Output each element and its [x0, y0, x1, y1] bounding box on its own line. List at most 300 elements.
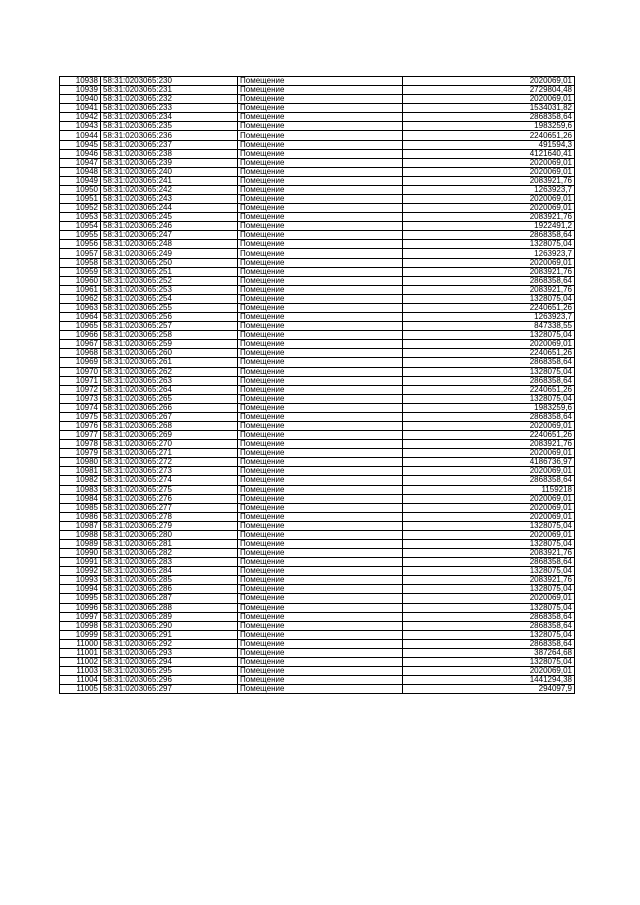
cadastral-value-cell: 2083921,76	[403, 285, 575, 294]
cadastral-value-cell: 2240651,26	[403, 385, 575, 394]
cadastral-value-cell: 2020069,01	[403, 158, 575, 167]
row-number-cell: 11004	[60, 676, 101, 685]
cadastral-value-cell: 2240651,26	[403, 431, 575, 440]
object-type-cell: Помещение	[238, 122, 403, 131]
table-row	[60, 104, 575, 113]
row-number-cell: 10996	[60, 603, 101, 612]
cadastral-value-cell: 2868358,64	[403, 476, 575, 485]
row-number-cell: 11003	[60, 667, 101, 676]
table-row	[60, 231, 575, 240]
row-number-cell: 10948	[60, 167, 101, 176]
cadastral-number-cell: 58:31:0203065:289	[101, 612, 238, 621]
object-type-cell: Помещение	[238, 576, 403, 585]
object-type-cell: Помещение	[238, 594, 403, 603]
table-row	[60, 485, 575, 494]
table-row	[60, 603, 575, 612]
cadastral-value-cell: 2868358,64	[403, 612, 575, 621]
cadastral-number-cell: 58:31:0203065:247	[101, 231, 238, 240]
row-number-cell: 11001	[60, 648, 101, 657]
row-number-cell: 10987	[60, 521, 101, 530]
table-row	[60, 95, 575, 104]
cadastral-number-cell: 58:31:0203065:262	[101, 367, 238, 376]
row-number-cell: 10992	[60, 567, 101, 576]
cadastral-value-cell: 2240651,26	[403, 131, 575, 140]
cadastral-value-cell: 2020069,01	[403, 204, 575, 213]
cadastral-value-cell: 4121640,41	[403, 149, 575, 158]
object-type-cell: Помещение	[238, 521, 403, 530]
table-row	[60, 431, 575, 440]
cadastral-value-cell: 1328075,04	[403, 585, 575, 594]
cadastral-number-cell: 58:31:0203065:231	[101, 86, 238, 95]
table-row	[60, 167, 575, 176]
cadastral-number-cell: 58:31:0203065:264	[101, 385, 238, 394]
object-type-cell: Помещение	[238, 167, 403, 176]
cadastral-number-cell: 58:31:0203065:253	[101, 285, 238, 294]
object-type-cell: Помещение	[238, 86, 403, 95]
table-row	[60, 349, 575, 358]
row-number-cell: 10941	[60, 104, 101, 113]
row-number-cell: 11002	[60, 658, 101, 667]
object-type-cell: Помещение	[238, 431, 403, 440]
row-number-cell: 10950	[60, 185, 101, 194]
table-row	[60, 303, 575, 312]
table-row	[60, 530, 575, 539]
row-number-cell: 10940	[60, 95, 101, 104]
row-number-cell: 10973	[60, 394, 101, 403]
cadastral-number-cell: 58:31:0203065:297	[101, 685, 238, 694]
object-type-cell: Помещение	[238, 558, 403, 567]
object-type-cell: Помещение	[238, 630, 403, 639]
table-row	[60, 276, 575, 285]
cadastral-value-cell: 2020069,01	[403, 195, 575, 204]
cadastral-value-cell: 1328075,04	[403, 603, 575, 612]
table-row	[60, 77, 575, 86]
cadastral-value-cell: 2020069,01	[403, 512, 575, 521]
object-type-cell: Помещение	[238, 113, 403, 122]
cadastral-number-cell: 58:31:0203065:242	[101, 185, 238, 194]
cadastral-value-cell: 2020069,01	[403, 594, 575, 603]
table-row	[60, 140, 575, 149]
table-row	[60, 267, 575, 276]
table-row	[60, 122, 575, 131]
cadastral-value-cell: 1922491,2	[403, 222, 575, 231]
row-number-cell: 10975	[60, 412, 101, 421]
cadastral-number-cell: 58:31:0203065:243	[101, 195, 238, 204]
row-number-cell: 10942	[60, 113, 101, 122]
cadastral-number-cell: 58:31:0203065:236	[101, 131, 238, 140]
cadastral-value-cell: 2083921,76	[403, 576, 575, 585]
object-type-cell: Помещение	[238, 213, 403, 222]
cadastral-value-cell: 2083921,76	[403, 176, 575, 185]
cadastral-number-cell: 58:31:0203065:263	[101, 376, 238, 385]
table-row	[60, 131, 575, 140]
object-type-cell: Помещение	[238, 467, 403, 476]
cadastral-number-cell: 58:31:0203065:281	[101, 539, 238, 548]
object-type-cell: Помещение	[238, 585, 403, 594]
table-row	[60, 213, 575, 222]
object-type-cell: Помещение	[238, 95, 403, 104]
object-type-cell: Помещение	[238, 204, 403, 213]
object-type-cell: Помещение	[238, 149, 403, 158]
object-type-cell: Помещение	[238, 621, 403, 630]
cadastral-value-cell: 1263923,7	[403, 313, 575, 322]
table-row	[60, 376, 575, 385]
row-number-cell: 10979	[60, 449, 101, 458]
cadastral-value-cell: 2020069,01	[403, 421, 575, 430]
row-number-cell: 10977	[60, 431, 101, 440]
cadastral-number-cell: 58:31:0203065:274	[101, 476, 238, 485]
cadastral-number-cell: 58:31:0203065:291	[101, 630, 238, 639]
cadastral-number-cell: 58:31:0203065:292	[101, 639, 238, 648]
table-row	[60, 558, 575, 567]
row-number-cell: 10990	[60, 549, 101, 558]
cadastral-value-cell: 1983259,6	[403, 122, 575, 131]
table-row	[60, 449, 575, 458]
table-row	[60, 630, 575, 639]
object-type-cell: Помещение	[238, 440, 403, 449]
table-row	[60, 412, 575, 421]
table-row	[60, 149, 575, 158]
cadastral-number-cell: 58:31:0203065:240	[101, 167, 238, 176]
cadastral-number-cell: 58:31:0203065:285	[101, 576, 238, 585]
object-type-cell: Помещение	[238, 131, 403, 140]
row-number-cell: 10963	[60, 303, 101, 312]
cadastral-value-cell: 2083921,76	[403, 267, 575, 276]
cadastral-number-cell: 58:31:0203065:279	[101, 521, 238, 530]
cadastral-number-cell: 58:31:0203065:230	[101, 77, 238, 86]
cadastral-number-cell: 58:31:0203065:261	[101, 358, 238, 367]
row-number-cell: 10974	[60, 403, 101, 412]
cadastral-number-cell: 58:31:0203065:257	[101, 322, 238, 331]
table-row	[60, 685, 575, 694]
cadastral-value-cell: 1328075,04	[403, 394, 575, 403]
cadastral-value-cell: 4186736,97	[403, 458, 575, 467]
row-number-cell: 11000	[60, 639, 101, 648]
row-number-cell: 10999	[60, 630, 101, 639]
table-row	[60, 648, 575, 657]
cadastral-number-cell: 58:31:0203065:288	[101, 603, 238, 612]
row-number-cell: 10957	[60, 249, 101, 258]
row-number-cell: 10978	[60, 440, 101, 449]
table-row	[60, 621, 575, 630]
cadastral-value-cell: 2868358,64	[403, 639, 575, 648]
cadastral-number-cell: 58:31:0203065:278	[101, 512, 238, 521]
cadastral-value-cell: 2020069,01	[403, 77, 575, 86]
table-row	[60, 494, 575, 503]
cadastral-value-cell: 2868358,64	[403, 358, 575, 367]
table-row	[60, 585, 575, 594]
object-type-cell: Помещение	[238, 285, 403, 294]
row-number-cell: 10971	[60, 376, 101, 385]
object-type-cell: Помещение	[238, 294, 403, 303]
cadastral-value-cell: 2868358,64	[403, 113, 575, 122]
cadastral-number-cell: 58:31:0203065:255	[101, 303, 238, 312]
cadastral-value-cell: 387264,68	[403, 648, 575, 657]
row-number-cell: 10961	[60, 285, 101, 294]
row-number-cell: 10939	[60, 86, 101, 95]
row-number-cell: 10964	[60, 313, 101, 322]
row-number-cell: 10944	[60, 131, 101, 140]
object-type-cell: Помещение	[238, 403, 403, 412]
cadastral-number-cell: 58:31:0203065:267	[101, 412, 238, 421]
cadastral-number-cell: 58:31:0203065:259	[101, 340, 238, 349]
cadastral-number-cell: 58:31:0203065:295	[101, 667, 238, 676]
cadastral-number-cell: 58:31:0203065:251	[101, 267, 238, 276]
row-number-cell: 10993	[60, 576, 101, 585]
table-row	[60, 249, 575, 258]
cadastral-value-cell: 1159218	[403, 485, 575, 494]
cadastral-number-cell: 58:31:0203065:254	[101, 294, 238, 303]
row-number-cell: 10983	[60, 485, 101, 494]
row-number-cell: 10945	[60, 140, 101, 149]
object-type-cell: Помещение	[238, 539, 403, 548]
table-row	[60, 394, 575, 403]
cadastral-value-cell: 2020069,01	[403, 494, 575, 503]
cadastral-number-cell: 58:31:0203065:284	[101, 567, 238, 576]
object-type-cell: Помещение	[238, 494, 403, 503]
cadastral-number-cell: 58:31:0203065:244	[101, 204, 238, 213]
cadastral-number-cell: 58:31:0203065:248	[101, 240, 238, 249]
cadastral-value-cell: 1328075,04	[403, 521, 575, 530]
table-row	[60, 512, 575, 521]
cadastral-value-cell: 2020069,01	[403, 530, 575, 539]
row-number-cell: 10991	[60, 558, 101, 567]
object-type-cell: Помещение	[238, 385, 403, 394]
cadastral-value-cell: 2083921,76	[403, 213, 575, 222]
object-type-cell: Помещение	[238, 685, 403, 694]
row-number-cell: 10997	[60, 612, 101, 621]
row-number-cell: 10972	[60, 385, 101, 394]
row-number-cell: 10949	[60, 176, 101, 185]
cadastral-number-cell: 58:31:0203065:258	[101, 331, 238, 340]
cadastral-number-cell: 58:31:0203065:294	[101, 658, 238, 667]
object-type-cell: Помещение	[238, 394, 403, 403]
table-row	[60, 113, 575, 122]
table-row	[60, 86, 575, 95]
table-body	[60, 77, 575, 694]
cadastral-number-cell: 58:31:0203065:234	[101, 113, 238, 122]
cadastral-value-cell: 491594,3	[403, 140, 575, 149]
cadastral-value-cell: 2868358,64	[403, 621, 575, 630]
table-row	[60, 667, 575, 676]
row-number-cell: 10980	[60, 458, 101, 467]
object-type-cell: Помещение	[238, 612, 403, 621]
object-type-cell: Помещение	[238, 512, 403, 521]
table-row	[60, 331, 575, 340]
row-number-cell: 10968	[60, 349, 101, 358]
object-type-cell: Помещение	[238, 195, 403, 204]
table-row	[60, 440, 575, 449]
cadastral-number-cell: 58:31:0203065:283	[101, 558, 238, 567]
object-type-cell: Помещение	[238, 322, 403, 331]
cadastral-number-cell: 58:31:0203065:269	[101, 431, 238, 440]
cadastral-number-cell: 58:31:0203065:271	[101, 449, 238, 458]
cadastral-number-cell: 58:31:0203065:275	[101, 485, 238, 494]
object-type-cell: Помещение	[238, 421, 403, 430]
cadastral-number-cell: 58:31:0203065:237	[101, 140, 238, 149]
cadastral-value-cell: 2020069,01	[403, 95, 575, 104]
row-number-cell: 10951	[60, 195, 101, 204]
object-type-cell: Помещение	[238, 376, 403, 385]
row-number-cell: 10988	[60, 530, 101, 539]
cadastral-value-cell: 2020069,01	[403, 467, 575, 476]
cadastral-value-cell: 1328075,04	[403, 567, 575, 576]
object-type-cell: Помещение	[238, 231, 403, 240]
cadastral-value-cell: 2868358,64	[403, 276, 575, 285]
table-row	[60, 367, 575, 376]
object-type-cell: Помещение	[238, 458, 403, 467]
cadastral-value-cell: 1328075,04	[403, 240, 575, 249]
table-row	[60, 612, 575, 621]
table-row	[60, 185, 575, 194]
cadastral-value-cell: 1983259,6	[403, 403, 575, 412]
cadastral-value-cell: 1328075,04	[403, 367, 575, 376]
cadastral-number-cell: 58:31:0203065:272	[101, 458, 238, 467]
cadastral-number-cell: 58:31:0203065:232	[101, 95, 238, 104]
object-type-cell: Помещение	[238, 185, 403, 194]
cadastral-number-cell: 58:31:0203065:282	[101, 549, 238, 558]
table-row	[60, 467, 575, 476]
cadastral-number-cell: 58:31:0203065:238	[101, 149, 238, 158]
row-number-cell: 10998	[60, 621, 101, 630]
row-number-cell: 10994	[60, 585, 101, 594]
object-type-cell: Помещение	[238, 367, 403, 376]
table-row	[60, 313, 575, 322]
cadastral-value-cell: 1534031,82	[403, 104, 575, 113]
table-row	[60, 676, 575, 685]
cadastral-number-cell: 58:31:0203065:296	[101, 676, 238, 685]
row-number-cell: 10982	[60, 476, 101, 485]
row-number-cell: 10938	[60, 77, 101, 86]
row-number-cell: 10965	[60, 322, 101, 331]
cadastral-value-cell: 2020069,01	[403, 167, 575, 176]
object-type-cell: Помещение	[238, 313, 403, 322]
row-number-cell: 10981	[60, 467, 101, 476]
table-row	[60, 458, 575, 467]
table-row	[60, 222, 575, 231]
row-number-cell: 10986	[60, 512, 101, 521]
row-number-cell: 10985	[60, 503, 101, 512]
row-number-cell: 10955	[60, 231, 101, 240]
row-number-cell: 10970	[60, 367, 101, 376]
table-row	[60, 158, 575, 167]
table-row	[60, 476, 575, 485]
object-type-cell: Помещение	[238, 412, 403, 421]
object-type-cell: Помещение	[238, 77, 403, 86]
cadastral-number-cell: 58:31:0203065:280	[101, 530, 238, 539]
cadastral-number-cell: 58:31:0203065:246	[101, 222, 238, 231]
object-type-cell: Помещение	[238, 249, 403, 258]
table-row	[60, 549, 575, 558]
cadastral-number-cell: 58:31:0203065:239	[101, 158, 238, 167]
cadastral-number-cell: 58:31:0203065:287	[101, 594, 238, 603]
object-type-cell: Помещение	[238, 240, 403, 249]
cadastral-value-cell: 2020069,01	[403, 258, 575, 267]
table-row	[60, 322, 575, 331]
cadastral-value-cell: 847338,55	[403, 322, 575, 331]
table-row	[60, 258, 575, 267]
row-number-cell: 10995	[60, 594, 101, 603]
cadastral-value-cell: 2083921,76	[403, 440, 575, 449]
row-number-cell: 10956	[60, 240, 101, 249]
cadastral-value-cell: 2083921,76	[403, 549, 575, 558]
object-type-cell: Помещение	[238, 667, 403, 676]
table-row	[60, 503, 575, 512]
cadastral-number-cell: 58:31:0203065:266	[101, 403, 238, 412]
table-row	[60, 294, 575, 303]
cadastral-number-cell: 58:31:0203065:245	[101, 213, 238, 222]
cadastral-value-cell: 2240651,26	[403, 303, 575, 312]
cadastral-number-cell: 58:31:0203065:260	[101, 349, 238, 358]
object-type-cell: Помещение	[238, 485, 403, 494]
cadastral-value-cell: 2868358,64	[403, 231, 575, 240]
object-type-cell: Помещение	[238, 104, 403, 113]
cadastral-number-cell: 58:31:0203065:277	[101, 503, 238, 512]
object-type-cell: Помещение	[238, 658, 403, 667]
cadastral-value-cell: 1328075,04	[403, 331, 575, 340]
table-row	[60, 576, 575, 585]
table-row	[60, 639, 575, 648]
cadastral-number-cell: 58:31:0203065:286	[101, 585, 238, 594]
object-type-cell: Помещение	[238, 349, 403, 358]
cadastral-number-cell: 58:31:0203065:249	[101, 249, 238, 258]
cadastral-value-cell: 1328075,04	[403, 630, 575, 639]
row-number-cell: 10947	[60, 158, 101, 167]
object-type-cell: Помещение	[238, 340, 403, 349]
cadastral-value-cell: 2240651,26	[403, 349, 575, 358]
table-row	[60, 403, 575, 412]
cadastral-number-cell: 58:31:0203065:293	[101, 648, 238, 657]
object-type-cell: Помещение	[238, 140, 403, 149]
cadastral-value-cell: 1441294,38	[403, 676, 575, 685]
cadastral-value-cell: 294097,9	[403, 685, 575, 694]
row-number-cell: 10959	[60, 267, 101, 276]
cadastral-number-cell: 58:31:0203065:290	[101, 621, 238, 630]
object-type-cell: Помещение	[238, 258, 403, 267]
cadastral-value-cell: 2020069,01	[403, 667, 575, 676]
row-number-cell: 10976	[60, 421, 101, 430]
cadastral-value-cell: 2020069,01	[403, 340, 575, 349]
row-number-cell: 10953	[60, 213, 101, 222]
cadastral-number-cell: 58:31:0203065:273	[101, 467, 238, 476]
table-row	[60, 195, 575, 204]
cadastral-value-cell: 1328075,04	[403, 294, 575, 303]
cadastral-number-cell: 58:31:0203065:252	[101, 276, 238, 285]
object-type-cell: Помещение	[238, 222, 403, 231]
row-number-cell: 10966	[60, 331, 101, 340]
object-type-cell: Помещение	[238, 303, 403, 312]
cadastral-value-cell: 2868358,64	[403, 376, 575, 385]
object-type-cell: Помещение	[238, 603, 403, 612]
row-number-cell: 10989	[60, 539, 101, 548]
row-number-cell: 10958	[60, 258, 101, 267]
object-type-cell: Помещение	[238, 276, 403, 285]
cadastral-number-cell: 58:31:0203065:250	[101, 258, 238, 267]
object-type-cell: Помещение	[238, 549, 403, 558]
cadastral-number-cell: 58:31:0203065:270	[101, 440, 238, 449]
object-type-cell: Помещение	[238, 676, 403, 685]
cadastral-value-cell: 2868358,64	[403, 412, 575, 421]
object-type-cell: Помещение	[238, 358, 403, 367]
property-table	[59, 76, 575, 694]
cadastral-value-cell: 2729804,48	[403, 86, 575, 95]
cadastral-number-cell: 58:31:0203065:235	[101, 122, 238, 131]
object-type-cell: Помещение	[238, 648, 403, 657]
row-number-cell: 10984	[60, 494, 101, 503]
cadastral-number-cell: 58:31:0203065:265	[101, 394, 238, 403]
object-type-cell: Помещение	[238, 476, 403, 485]
cadastral-value-cell: 1328075,04	[403, 539, 575, 548]
